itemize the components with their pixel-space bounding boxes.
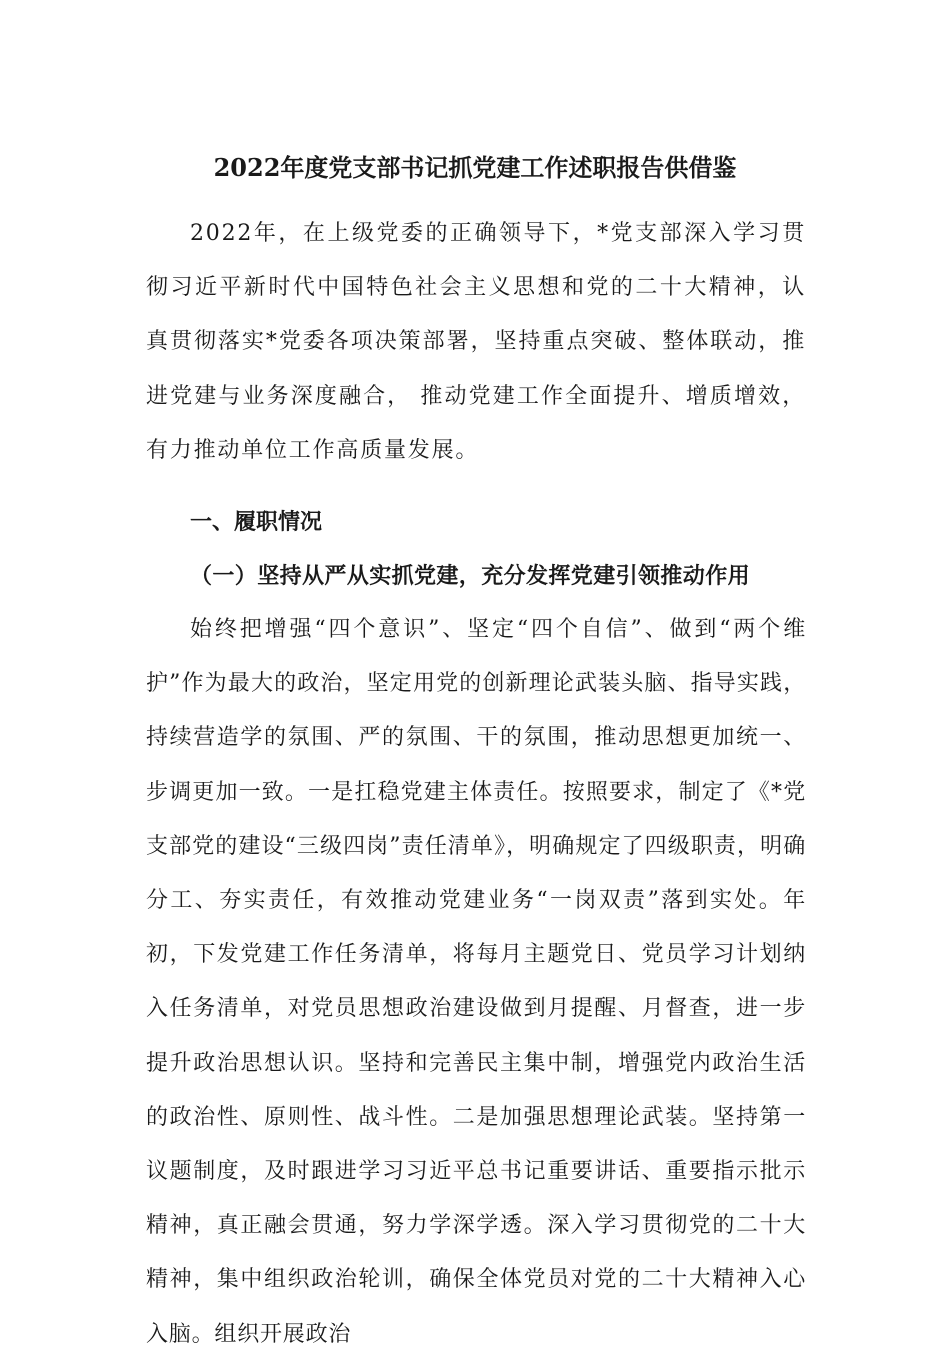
intro-paragraph: 2022年，在上级党委的正确领导下，*党支部深入学习贯彻习近平新时代中国特色社会主义思想和党的二十大精神，认真贯彻落实*党委各项决策部署，坚持重点突破、整体联动，推进党建与业务深度融合， 推动党建工作全面提升、增质增效，有力推动单位工作高质量发展。 — [146, 221, 806, 463]
subsection-1-paragraph: 始终把增强“四个意识”、坚定“四个自信”、做到“两个维护”作为最大的政治，坚定用党的创新理论武装头脑、指导实践，持续营造学的氛围、严的氛围、干的氛围，推动思想更加统一、步调更加一致。一是扛稳党建主体责任。按照要求，制定了《*党支部党的建设“三级四岗”责任清单》，明确规定了四级职责，明确分工、夯实责任，有效推动党建业务“一岗双责”落到实处。年初，下发党建工作任务清单，将每月主题党日、党员学习计划纳入任务清单，对党员思想政治建设做到月提醒、月督查，进一步提升政治思想认识。坚持和完善民主集中制，增强党内政治生活的政治性、原则性、战斗性。二是加强思想理论武装。坚持第一议题制度，及时跟进学习习近平总书记重要讲话、重要指示批示精神，真正融会贯通，努力学深学透。深入学习贯彻党的二十大精神，集中组织政治轮训，确保全体党员对党的二十大精神入心入脑。组织开展政治 — [146, 617, 806, 1347]
section-heading-1: 一、履职情况 — [190, 509, 323, 536]
subsection-heading-1: （一）坚持从严从实抓党建，充分发挥党建引领推动作用 — [190, 563, 751, 590]
document-title: 2022年度党支部书记抓党建工作述职报告供借鉴 — [213, 153, 737, 182]
document-body — [146, 207, 806, 1362]
